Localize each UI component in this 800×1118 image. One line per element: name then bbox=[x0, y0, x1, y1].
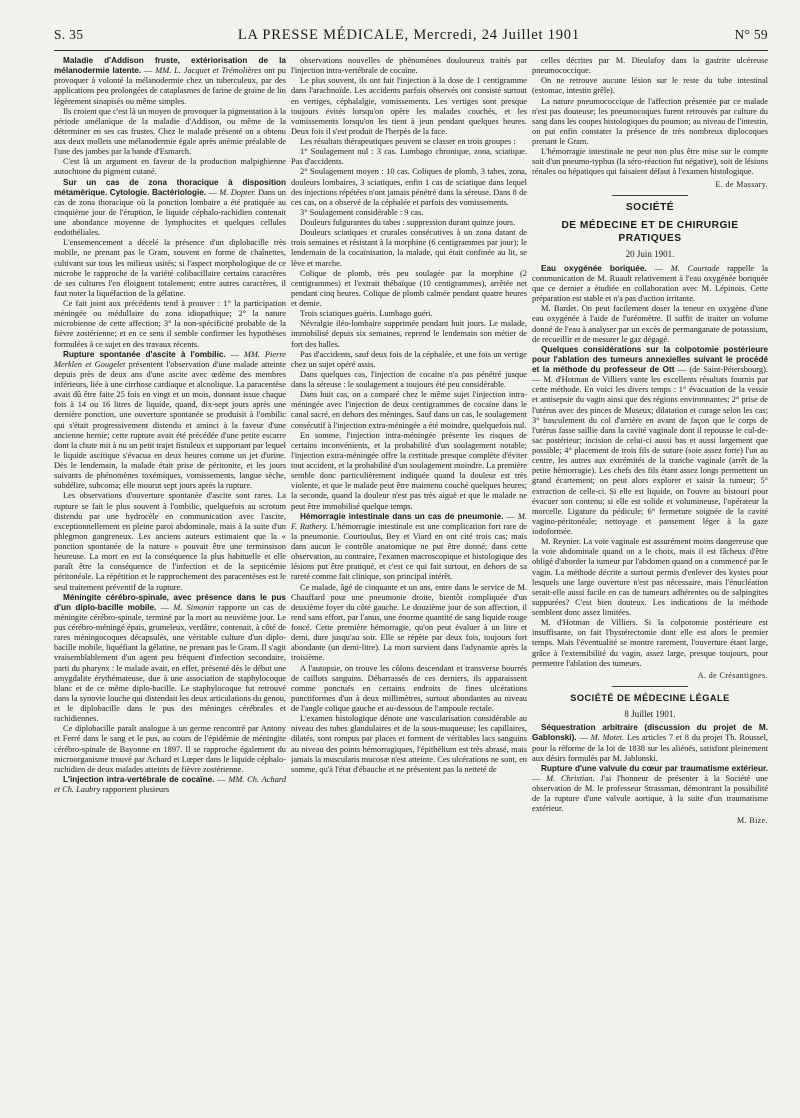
paragraph bbox=[54, 238, 286, 299]
paragraph bbox=[532, 56, 768, 76]
paragraph-text: Ils croient que c'est là un moyen de provoquer la pigmentation à la période amélanique de la maladie d'Addison, ou même de la déterminer en ses cas frustes. Chez le malade présenté on a obtenu aux deux mollets une mélanodermie égale après anémie préalable de l'une des jambes par la bande d'Esmarch. bbox=[54, 106, 286, 157]
society-date: 20 Juin 1901. bbox=[625, 248, 675, 259]
paragraph: Sur un cas de zona thoracique à disposition métamérique. Cytologie. Bactériologie. — M. Dopter. Dans un cas de zona thoracique où la ponction lombaire a été pratiquée au cinquième jour de l'éruption, le liquide céphalo-rachidien contenait une abondance moyenne de lymphocites et quelques cellules endothéliales. bbox=[54, 177, 286, 238]
paragraph-text: Ce malade, âgé de cinquante et un ans, entre dans le service de M. Chauffard pour une pneumonie droite, bientôt compliquée d'un deuxième foyer du côté gauche. Le douzième jour de son affection, il rend sans effort, par l'anus, une énorme quantité de sang liquide rouge foncé. Cette première hémorragie, qu'on peut évaluer à un litre et demi, dure jusqu'au soir. Elle se répète par deux fois, toujours fort abondante (un demi-litre). La mort survient dans l'adynamie après la troisième. bbox=[291, 582, 527, 663]
paragraph: Maladie d'Addison fruste, extériorisation de la mélanodermie latente. — MM. L. Jacquet et Trémolières ont pu provoquer à volonté la mélanodermie chez un tuberculeux, par des applications peu prolongées de cataplasmes de farine de graine de lin légèrement sinapisés ou même simples. bbox=[54, 56, 286, 106]
header-rule bbox=[54, 50, 768, 51]
author-names: M. Motet. bbox=[590, 733, 625, 743]
paragraph bbox=[291, 56, 527, 76]
paragraph bbox=[291, 714, 527, 775]
paragraph bbox=[291, 390, 527, 431]
signature-bize: M. Bize. bbox=[737, 816, 768, 826]
page-number-left: S. 35 bbox=[54, 27, 84, 42]
paragraph-text: M. Reynier. La voie vaginale est assurément moins dangereuse que la voie abdominale quand on a le choix, mais il est fâcheux d'être obligé d'aborder la tumeur par l'abdomen quand on a commencé par le vagin. La méthode décrite a surtout permis d'enlever des kystes pour lesquels une large ouverture n'est pas nécessaire, mais l'énucléation serait-elle aussi facile en cas de tumeurs adhérentes ou de salpingites suppurées? C'est bien douteux. Les indications de la méthode semblent donc assez limitées. bbox=[532, 537, 768, 618]
paragraph bbox=[54, 724, 286, 775]
paragraph-text: Névralgie iléo-lombaire supprimée pendant huit jours. Le malade, immobilisé depuis six semaines, reprend le lendemain son métier de fort des halles. bbox=[291, 319, 527, 349]
paragraph-text: La nature pneumococcique de l'affection présentée par ce malade n'est pas douteuse; les pneumocoques furent retrouvés par culture du sang dans les coupes histologiques du poumon; au niveau de l'intestin, on put enfin constater la présence de très nombreux diplocoques prenant le Gram. bbox=[532, 96, 768, 146]
paragraph-text: celles décrites par M. Dieulafoy dans la gastrite ulcéreuse pneumococcique. bbox=[532, 56, 768, 76]
paragraph bbox=[291, 431, 527, 512]
paragraph-text: Ce fait joint aux précédents tend à prouver : 1° la participation méningée ou médullaire du zona idiopathique; 2° la nature microbienne de cette affection; 3° la non-spécificité probable de la fièvre zostérienne; et en ce sens il semble confirmer les hypothèses formulées à ce sujet en des travaux récents. bbox=[54, 299, 286, 349]
column-3-bottom bbox=[532, 723, 768, 814]
masthead-title: LA PRESSE MÉDICALE, Mercredi, 24 Juillet 1901 bbox=[237, 27, 580, 43]
paragraph bbox=[291, 167, 527, 208]
paragraph-text: rappelle la communication de M. Ruault relativement à l'eau oxygénée boriquée que ce dernier a étudiée en collaboration avec M. Lépinois. Cette préparation est stable et n'a pas d'action irritante. bbox=[532, 263, 768, 304]
text-columns bbox=[54, 56, 768, 1108]
paragraph bbox=[291, 76, 527, 137]
paragraph-text: (de Saint-Pétersbourg). — M. d'Hotman de Villiers vante les excellents résultats fournis par cette méthode. En voici les divers temps : 1° évacuation de la vessie et antisepsie du vagin ainsi que des régions environnantes; 2° prise de l'utérus avec des pinces de Museux; dilatation et curage selon les cas; 3° basculement du col d'arrière en avant de façon que le corps de l'utérus fasse saillie dans la cavité vaginale dont il repousse le cul-de-sac postérieur; incision de celui-ci aussi bas et aussi largement que possible; 4° placement de trois fils de suture (soie assez forte) l'un au centre, les autres aux extrémités de la tranche vaginale (arrêt de la petite hémorragie). Les chefs des fils étant assez longs permettent un grand écartement; on peut alors explorer et saisir la tumeur; 5° extraction de celle-ci. Si elle est liquide, on l'ouvre au bistouri pour évacuer son contenu; si elle est solide et volumineuse, l'opérateur la morcelle. Ligature du pédicule; 6° fermeture soignée de la cavité vagino-péritonéale; nettoyage et pansement léger à la gaze iodoformée. bbox=[532, 365, 768, 537]
paragraph-text: présentent l'observation d'une malade atteinte depuis près de deux ans d'une ascite avec œdème des membres inférieurs, liée à une cirrhose cardiaque et alcoolique. La paracentèse avait dû être faite 25 fois en vingt et un mois, donnant issue chaque fois à 14 ou 16 litres de liquide, quand, dix-sept jours après une dernière ponction, une ouverture spontanée se produisit à l'ombilic qui s'était progressivement distendu et aminci à la faveur d'une ancienne hernie; cette rupture avait été précédée d'une petite escarre dont la chute mit à nu un petit trajet fistuleux et supportant par lequel le liquide ascitique s'évacua en deux heures comme un jet d'urine. Dès le lendemain, la malade était prise de péritonite, et les jours suivants de phénomènes toxémiques, vomissements, langue sèche, subdélire, subcoma; elle mourut sept jours après la rupture. bbox=[54, 359, 286, 491]
paragraph bbox=[532, 304, 768, 345]
paragraph bbox=[291, 370, 527, 390]
paragraph bbox=[291, 350, 527, 370]
paragraph: Quelques considérations sur la colpotomie postérieure pour l'ablation des tumeurs annexielles suivant le procédé et la méthode du professeur de Ott — (de Saint-Pétersbourg). — M. d'Hotman de Villiers vante les excellents résultats fournis par cette méthode. En voici les divers temps : 1° évacuation de la vessie et antisepsie du vagin ainsi que des régions environnantes; 2° prise de l'utérus avec des pinces de Museux; dilatation et curage selon les cas; 3° basculement du col d'arrière en avant de façon que le corps de l'utérus fasse saillie dans la cavité vaginale dont il repousse le cul-de-sac postérieur; incision de celui-ci aussi bas et aussi largement que possible; 4° placement de trois fils de suture (soie assez forte) l'un au centre, les autres aux extrémités de la tranche vaginale (arrêt de la petite hémorragie). Les chefs des fils étant assez longs permettent un grand écartement; on peut alors explorer et saisir la tumeur; 5° extraction de celle-ci. Si elle est liquide, on l'ouvre au bistouri pour évacuer son contenu; si elle est solide et volumineuse, l'opérateur la morcelle. Ligature du pédicule; 6° fermeture soignée de la cavité vagino-péritonéale; nettoyage et pansement léger à la gaze iodoformée. bbox=[532, 344, 768, 537]
paragraph bbox=[532, 618, 768, 669]
paragraph-text: L'hémorragie intestinale ne peut non plus être mise sur le compte soit d'un pneumo-typhus (la séro-réaction fut négative), soit de lésions rénales ou hépatiques qui faisaient défaut à l'examen histologique. bbox=[532, 147, 768, 177]
paragraph bbox=[54, 491, 286, 592]
paragraph-text: C'est là un argument en faveur de la production malpighienne autochtone du pigment cutané. bbox=[54, 157, 286, 177]
paragraph bbox=[291, 147, 527, 167]
author-names: MM. L. Jacquet et Trémolières bbox=[155, 66, 262, 76]
paragraph-text: Trois sciatiques guéris. Lumbago guéri. bbox=[300, 309, 433, 319]
society-heading-legale: SOCIÉTÉ DE MÉDECINE LÉGALE bbox=[570, 693, 730, 704]
author-names: M. F. Rathery. bbox=[291, 511, 527, 531]
author-names: M. Simonin bbox=[173, 602, 215, 612]
paragraph-text: Colique de plomb, très peu soulagée par la morphine (2 centigrammes) et l'extrait thébaïque (10 centigrammes), arrêtée net pendant cinq heures. Colique de plomb calmée pendant quatre heures et demie. bbox=[291, 268, 527, 308]
article-heading: Eau oxygénée boriquée. bbox=[541, 263, 647, 273]
paragraph-text: rapportent plusieurs bbox=[102, 785, 170, 794]
society-date-2: 8 Juillet 1901. bbox=[624, 708, 676, 719]
article-heading: Quelques considérations sur la colpotomie postérieure pour l'ablation des tumeurs annexielles suivant le procédé et la méthode du professeur de Ott bbox=[532, 344, 768, 375]
paragraph bbox=[54, 107, 286, 158]
paragraph bbox=[291, 583, 527, 664]
paragraph bbox=[532, 76, 768, 96]
paragraph-text: 2° Soulagement moyen : 10 cas. Coliques de plomb, 3 tabes, zona, douleurs lombaires, 3 sciatiques, enfin 1 cas de sciatique dans lequel des injections répétées n'ont jamais pénétré dans la séreuse. Dans 8 de ces cas, on a observé de la céphalée et parfois des vomissements. bbox=[291, 167, 527, 207]
author-names: MM. Ch. Achard et Ch. Laubry bbox=[54, 774, 286, 794]
paragraph-text: M. d'Hotman de Villiers. Si la colpotomie postérieure est insuffisante, on fait l'hystérectomie dont elle est alors le premier temps. Mais l'éventualité se montre rarement, l'ouverture étant large, grâce à l'extensibilité du vagin, assez large, presque toujours, pour permettre l'ablation des tumeurs. bbox=[532, 618, 768, 668]
paragraph bbox=[291, 218, 527, 228]
article-heading: Séquestration arbitraire (discussion du projet de M. Gablonski). bbox=[532, 723, 768, 743]
signature-massary: E. de Massary. bbox=[715, 179, 768, 189]
paragraph-text: Douleurs sciatiques et crurales consécutives à un zona datant de trois semaines et résistant à la morphine (6 centigrammes par jour); le lendemain de la cocaïnisation, la malade, qui était confinée au lit, se lève et marche. bbox=[291, 228, 527, 268]
paragraph-text: L'hémorragie intestinale est une complication fort rare de la pneumonie. Courtoulus, Bey et Viard en ont cité trois cas; mais dans aucun le contrôle anatomique ne put être donné; dans cette observation, au contraire, l'examen macroscopique et histologique des lésions put être pratiqué, et c'est ce qui fait surtout, en dehors de sa rareté comme fait clinique, son principal intérêt. bbox=[291, 521, 527, 582]
section-separator bbox=[612, 195, 688, 196]
column-3 bbox=[532, 56, 768, 1108]
society-heading-line2: DE MÉDECINE ET DE CHIRURGIE PRATIQUES bbox=[561, 220, 739, 244]
paragraph-text: 3° Soulagement considérable : 9 cas. bbox=[300, 207, 424, 217]
column-3-middle bbox=[532, 264, 768, 669]
paragraph bbox=[532, 97, 768, 148]
paragraph bbox=[291, 319, 527, 349]
paragraph-text: observations nouvelles de phénomènes douloureux traités par l'injection intra-vertébrale de cocaïne. bbox=[291, 56, 527, 76]
column-3-top bbox=[532, 56, 768, 178]
paragraph: L'injection intra-vertébrale de cocaïne. — MM. Ch. Achard et Ch. Laubry rapportent plusieurs bbox=[54, 774, 286, 794]
author-names: MM. Pierre Merklen et Gougelet bbox=[54, 349, 286, 369]
article-heading: Hémorragie intestinale dans un cas de pneumonie. bbox=[300, 511, 504, 521]
author-names: M. Dopter. bbox=[219, 187, 256, 197]
article-heading: Maladie d'Addison fruste, extériorisation de la mélanodermie latente. bbox=[54, 56, 286, 76]
paragraph-text: Ce diplobacille paraît analogue à un germe rencontré par Antony et Ferré dans le sang et le pus, au cours de l'épidémie de méningite cérébro-spinale de Bayonne en 1897. Il se rapproche également du microorganisme trouvé par Achard et Lœper dans le liquide céphalo-rachidien de deux malades atteints de fièvre zostérienne. bbox=[54, 724, 286, 774]
signature-cresantignes: A. de Crésantignes. bbox=[697, 670, 768, 680]
paragraph-text: On ne retrouve aucune lésion sur le reste du tube intestinal (estomac, intestin grêle). bbox=[532, 76, 768, 96]
paragraph-text: Dans quelques cas, l'injection de cocaïne n'a pas pénétré jusque dans la séreuse : le soulagement a toujours été peu considérable. bbox=[291, 369, 527, 389]
article-heading: Sur un cas de zona thoracique à disposition métamérique. Cytologie. Bactériologie. bbox=[54, 177, 286, 197]
paragraph-text: En somme, l'injection intra-méningée présente les risques de certains inconvénients, et la probabilité d'un soulagement notable; l'injection extra-méningée offre la certitude presque complète d'éviter tout accident, et la probabilité d'un soulagement moindre. La première semble donc particulièrement indiquée quand la douleur est très violente, et que le malade peut être maintenu couché quelques heures; la seconde, quand la douleur n'est pas très aiguë et que le malade ne peut être immobilisé quelque temps. bbox=[291, 430, 527, 511]
article-heading: L'injection intra-vertébrale de cocaïne. bbox=[63, 774, 215, 784]
paragraph-text: Les observations d'ouverture spontanée d'ascite sont rares. La rupture se fait le plus souvent à l'ombilic, quelquefois au scrotum distendu par une hydrocèle en communication avec l'ascite, exceptionnellement en pleine paroi abdominale, mais à la suite d'un phlegmon gangreneux. Les anciens auteurs estimaient que la « ponction spontanée de la nature » pouvait être une terminaison heureuse. La mort en est la conséquence la plus habituelle et elle paraît être la conséquence de l'infection et de la septicémie péritonéale. La répétition et le rapprochement des paracentèses est le seul traitement préventif de la rupture. bbox=[54, 491, 286, 592]
paragraph bbox=[291, 228, 527, 269]
page-header bbox=[54, 27, 768, 47]
paragraph-text: Les résultats thérapeutiques peuvent se classer en trois groupes : bbox=[300, 137, 516, 146]
paragraph bbox=[291, 208, 527, 218]
paragraph-text: Dans un cas de zona thoracique où la ponction lombaire a été pratiquée au cinquième jour de l'éruption, le liquide céphalo-rachidien contenait une abondance moyenne de lymphocites et quelques cellules endothéliales. bbox=[54, 187, 286, 238]
paragraph: Rupture d'une valvule du cœur par traumatisme extérieur. — M. Christian. J'ai l'honneur de présenter à la Société une observation de M. le professeur Strassman, démontrant la possibilité de la rupture d'une valvule aortique, à la suite d'un traumatisme extérieur. bbox=[532, 763, 768, 814]
paragraph: Eau oxygénée boriquée. — M. Courtade rappelle la communication de M. Ruault relativement à l'eau oxygénée boriquée que ce dernier a étudiée en collaboration avec M. Lépinois. Cette préparation est stable et n'a pas d'action irritante. bbox=[532, 263, 768, 304]
paragraph-text: rapporte un cas de méningite cérébro-spinale, terminé par la mort au neuvième jour. Le pus cérébro-méningé épais, grumeleux, verdâtre, contenait, à côté de rares méningocoques décapsulés, une véritable culture d'un diplo-bacille mobile, liquéfiant la gélatine, ne prenant pas le Gram. Il s'agit vraisemblablement d'un agent peu fréquent d'infection secondaire, parti du pharynx : le malade avait, en effet, présenté dès le début une amygdalite érythémateuse, due à une association de staphylocoque blanc et de ce même diplo-bacille. Le staphylocoque fut retrouvé dans la synovie louche qui distendait les deux articulations du genou, et le diplobacille dans le pus des méninges cérébrales et rachidiennes. bbox=[54, 602, 286, 724]
paragraph bbox=[291, 309, 527, 319]
paragraph bbox=[54, 157, 286, 177]
column-2 bbox=[291, 56, 527, 1108]
paragraph bbox=[291, 269, 527, 310]
paragraph: Hémorragie intestinale dans un cas de pneumonie. — M. F. Rathery. L'hémorragie intestinale est une complication fort rare de la pneumonie. Courtoulus, Bey et Viard en ont cité trois cas; mais dans aucun le contrôle anatomique ne put être donné; dans cette observation, au contraire, l'examen macroscopique et histologique des lésions put être pratiqué, et c'est ce qui fait surtout, en dehors de sa rareté comme fait clinique, son principal intérêt. bbox=[291, 511, 527, 582]
author-names: M. Christian. bbox=[546, 773, 595, 783]
section-separator-2 bbox=[612, 686, 688, 687]
paragraph-text: L'examen histologique dénote une vascularisation considérable au niveau des tubes glandulaires et de la sous-muqueuse; les capillaires, dilatés, sont rompus par places et forment de véritables lacs sanguins au niveau des points hémorragiques, l'épithélium est très abrasé, mais jamais la muscularis mucosæ n'est atteinte. Ces ulcérations ne sont, en somme, qu'à l'état d'ébauche et ne présentent pas la netteté de bbox=[291, 714, 527, 774]
paragraph-text: Dans huit cas, on a comparé chez le même sujet l'injection intra-méningée avec l'injection de deux centigrammes de cocaïne dans le canal sacré, en dehors des méninges. Sauf dans un cas, le soulagement consécutif à l'injection extra-méningée a été moindre, quelquefois nul. bbox=[291, 390, 527, 430]
article-heading: Méningite cérébro-spinale, avec présence dans le pus d'un diplo-bacille mobile. bbox=[54, 592, 286, 612]
article-heading: Rupture d'une valvule du cœur par traumatisme extérieur. bbox=[541, 763, 768, 773]
paragraph bbox=[532, 537, 768, 618]
paragraph-text: Les articles 7 et 8 du projet Th. Roussel, pour la réforme de la loi de 1838 sur les aliénés, satisfont pleinement aux désirs formulés par M. Jablonski. bbox=[532, 733, 768, 763]
paragraph-text: Le plus souvent, ils ont fait l'injection à la dose de 1 centigramme dans l'arachnoïde. Les accidents parfois observés ont consisté surtout en vertiges, céphalalgie, vomissements. Les vertiges sont presque toujours évités lorsqu'on opère les malades couchés, et les vomissements lorsqu'on les tient à jeun pendant quelques heures. Deux fois il s'est produit de l'herpès de la face. bbox=[291, 76, 527, 136]
paragraph bbox=[291, 137, 527, 147]
column-1 bbox=[54, 56, 286, 1108]
society-heading: SOCIÉTÉ bbox=[625, 202, 675, 214]
paragraph-text: A l'autopsie, on trouve les côlons descendant et transverse bourrés de caillots sanguins. Débarrassés de ces derniers, ils apparaissent comme ponctués en certains endroits de fines ulcérations punctiformes d'un à deux millimètres, surtout abondantes au niveau de l'angle colique gauche et au-dessous de l'ampoule rectale. bbox=[291, 663, 527, 713]
paragraph-text: Douleurs fulgurantes du tabes : suppression durant quinze jours. bbox=[300, 218, 516, 227]
issue-number: N° 59 bbox=[734, 27, 768, 42]
paragraph-text: Pas d'accidents, sauf deux fois de la céphalée, et une fois un vertige chez un sujet opéré assis. bbox=[291, 349, 527, 369]
paragraph-text: ont pu provoquer à volonté la mélanodermie chez un tuberculeux, par des applications peu prolongées de cataplasmes de farine de graine de lin légèrement sinapisés ou même simples. bbox=[54, 66, 286, 106]
paragraph-text: J'ai l'honneur de présenter à la Société une observation de M. le professeur Strassman, démontrant la possibilité de la rupture d'une valvule aortique, à la suite d'un traumatisme extérieur. bbox=[532, 773, 768, 814]
paragraph: Méningite cérébro-spinale, avec présence dans le pus d'un diplo-bacille mobile. — M. Simonin rapporte un cas de méningite cérébro-spinale, terminé par la mort au neuvième jour. Le pus cérébro-méningé épais, grumeleux, verdâtre, contenait, à côté de rares méningocoques décapsulés, une véritable culture d'un diplo-bacille mobile, liquéfiant la gélatine, ne prenant pas le Gram. Il s'agit vraisemblablement d'un agent peu fréquent d'infection secondaire, parti du pharynx : le malade avait, en effet, présenté dès le début une amygdalite érythémateuse, due à une association de staphylocoque blanc et de ce même diplo-bacille. Le staphylocoque fut retrouvé dans la synovie louche qui distendait les deux articulations du genou, et le diplobacille dans le pus des méninges cérébrales et rachidiennes. bbox=[54, 592, 286, 724]
paragraph: Séquestration arbitraire (discussion du projet de M. Gablonski). — M. Motet. Les articles 7 et 8 du projet Th. Roussel, pour la réforme de la loi de 1838 sur les aliénés, satisfont pleinement aux désirs formulés par M. Jablonski. bbox=[532, 723, 768, 763]
paragraph bbox=[532, 147, 768, 177]
paragraph bbox=[291, 664, 527, 715]
paragraph-text: M. Bardet. On peut facilement doser la teneur en oxygène d'une eau oxygénée à l'aide de l'uréomètre. Il suffit de traiter un volume donné de l'eau à analyser par un excès de permanganate de potassium, de recueillir et de mesurer le gaz dégagé. bbox=[532, 304, 768, 344]
paragraph bbox=[54, 299, 286, 350]
author-names: M. Courtade bbox=[670, 263, 720, 273]
paragraph-text: L'ensemencement a décelé la présence d'un diplobacille très mobile, ne prenant pas le Gram, souvent en forme de chaînettes, cultivant sur tous les milieux usités; si l'aspect morphologique de ce microbe le rapproche de la variété colibacillaire certains caractères de ses cultures l'en éloignent totalement; entre autres caractères, il faut noter la liquéfaction de la gélatine. bbox=[54, 238, 286, 298]
paragraph-text: 1° Soulagement nul : 3 cas. Lumbago chronique, zona, sciatique. Pas d'accidents. bbox=[291, 147, 527, 167]
article-heading: Rupture spontanée d'ascite à l'ombilic. bbox=[63, 349, 226, 359]
paragraph: Rupture spontanée d'ascite à l'ombilic. — MM. Pierre Merklen et Gougelet présentent l'observation d'une malade atteinte depuis près de deux ans d'une ascite avec œdème des membres inférieurs, liée à une cirrhose cardiaque et alcoolique. La paracentèse avait dû être faite 25 fois en vingt et un mois, donnant issue chaque fois à 14 ou 16 litres de liquide, quand, dix-sept jours après une dernière ponction, une ouverture spontanée se produisit à l'ombilic qui s'était progressivement distendu et aminci à la faveur d'une ancienne hernie; cette rupture avait été précédée d'une petite escarre dont la chute mit à nu un petit trajet fistuleux et supportant par lequel le liquide ascitique s'évacua en deux heures comme un jet d'urine. Dès le lendemain, la malade était prise de péritonite, et les jours suivants de phénomènes toxémiques, vomissements, langue sèche, subdélire, subcoma; elle mourut sept jours après la rupture. bbox=[54, 349, 286, 491]
